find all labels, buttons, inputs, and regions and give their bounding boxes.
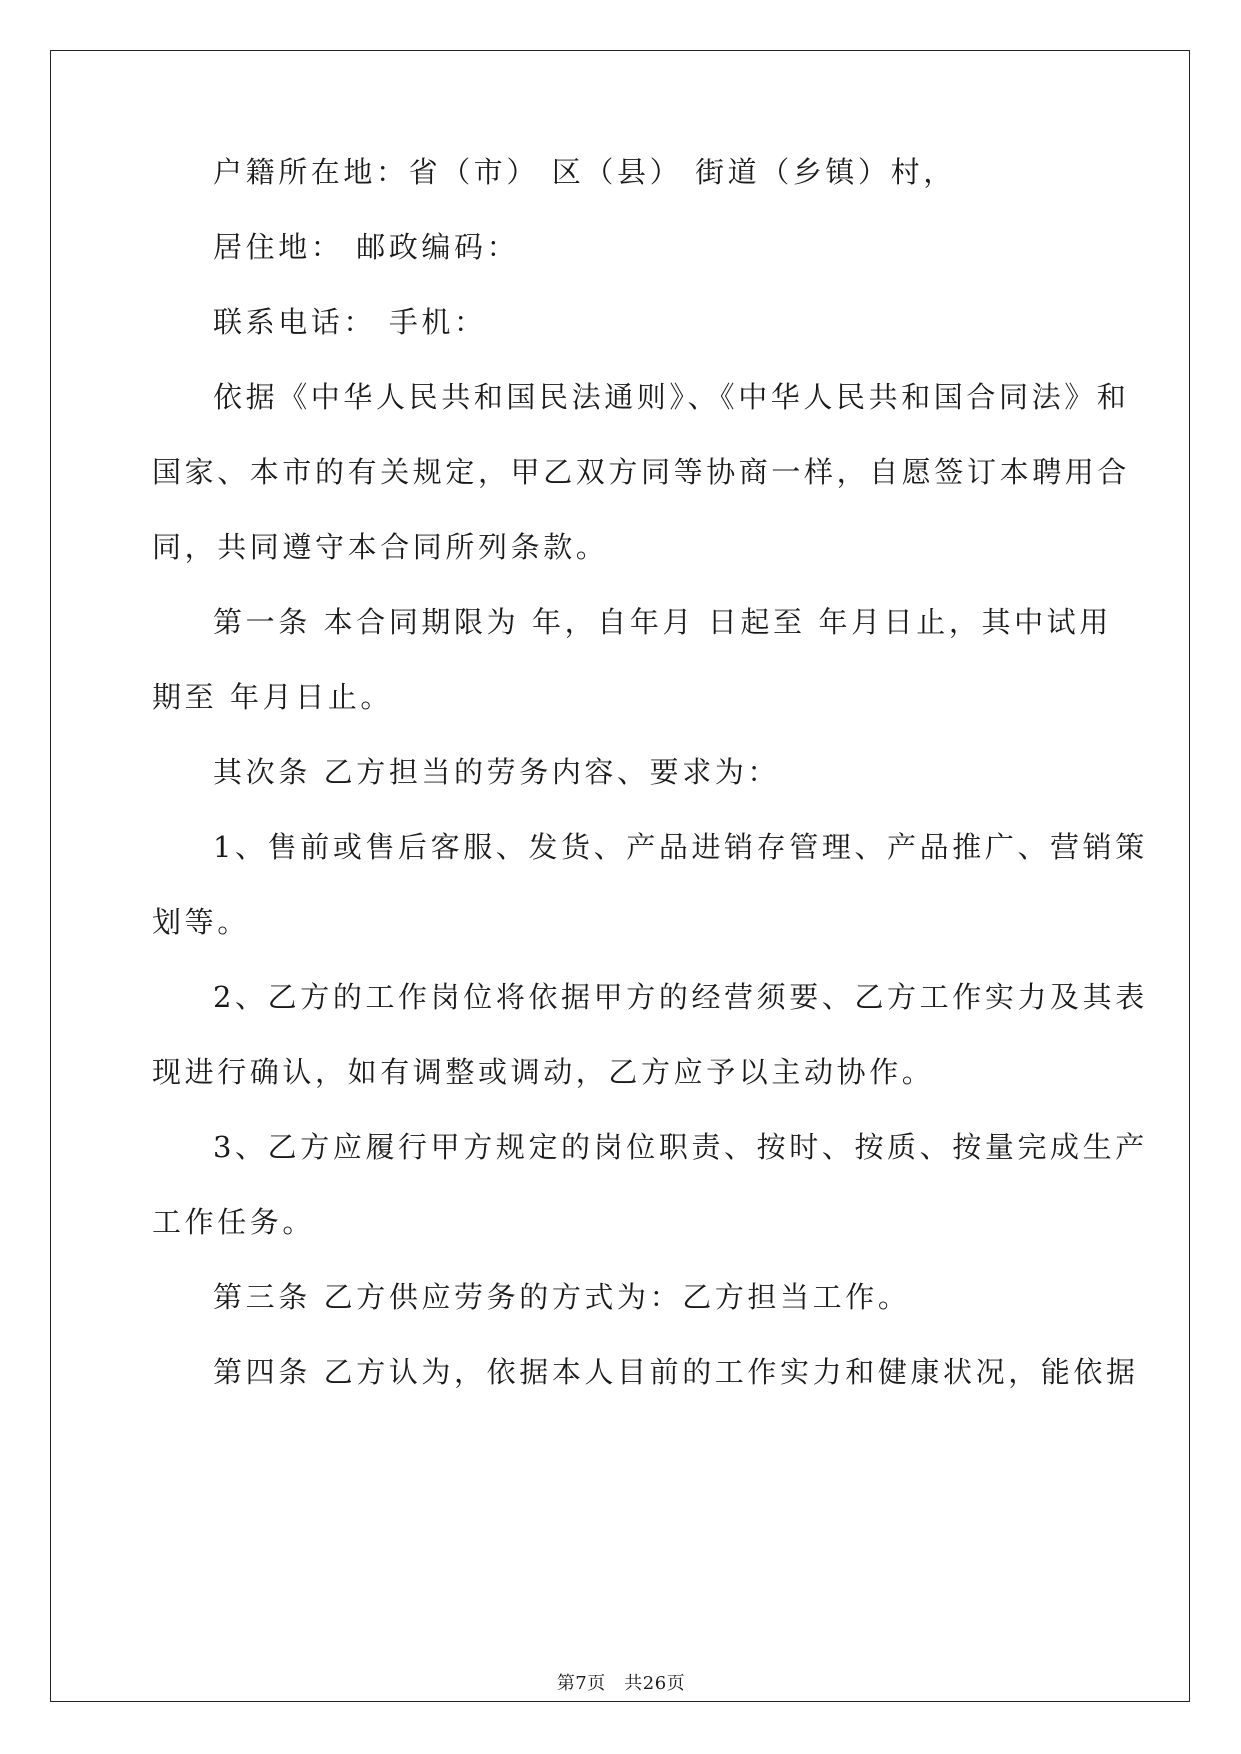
text-line-article-2: 其次条 乙方担当的劳务内容、要求为： xyxy=(213,755,781,789)
text-line-article-3: 第三条 乙方供应劳务的方式为：乙方担当工作。 xyxy=(213,1280,911,1314)
page-frame xyxy=(50,50,1190,1702)
text-line-household-registration: 户籍所在地：省（市） 区（县） 街道（乡镇）村， xyxy=(213,155,956,189)
text-line-legal-basis-cont-1: 国家、本市的有关规定，甲乙双方同等协商一样，自愿签订本聘用合 xyxy=(152,455,1131,489)
text-line-item-2-cont: 现进行确认，如有调整或调动，乙方应予以主动协作。 xyxy=(152,1055,935,1089)
text-line-item-1-cont: 划等。 xyxy=(152,905,250,939)
text-line-legal-basis: 依据《中华人民共和国民法通则》、《中华人民共和国合同法》和 xyxy=(213,380,1130,414)
text-line-item-1: 1、售前或售后客服、发货、产品进销存管理、产品推广、营销策 xyxy=(213,830,1148,864)
text-line-article-4: 第四条 乙方认为，依据本人目前的工作实力和健康状况，能依据 xyxy=(213,1355,1139,1389)
text-line-article-1: 第一条 本合同期限为 年，自年月 日起至 年月日止，其中试用 xyxy=(213,605,1112,639)
text-line-item-2: 2、乙方的工作岗位将依据甲方的经营须要、乙方工作实力及其表 xyxy=(213,980,1148,1014)
text-line-item-3: 3、乙方应履行甲方规定的岗位职责、按时、按质、按量完成生产 xyxy=(213,1130,1148,1164)
text-line-item-3-cont: 工作任务。 xyxy=(152,1205,316,1239)
text-line-article-1-cont: 期至 年月日止。 xyxy=(152,680,394,714)
page-number-footer: 第7页 共26页 xyxy=(556,1673,686,1694)
text-line-legal-basis-cont-2: 同，共同遵守本合同所列条款。 xyxy=(152,530,609,564)
text-line-contact-phone: 联系电话： 手机： xyxy=(213,305,487,339)
text-line-residence: 居住地： 邮政编码： xyxy=(213,230,520,264)
